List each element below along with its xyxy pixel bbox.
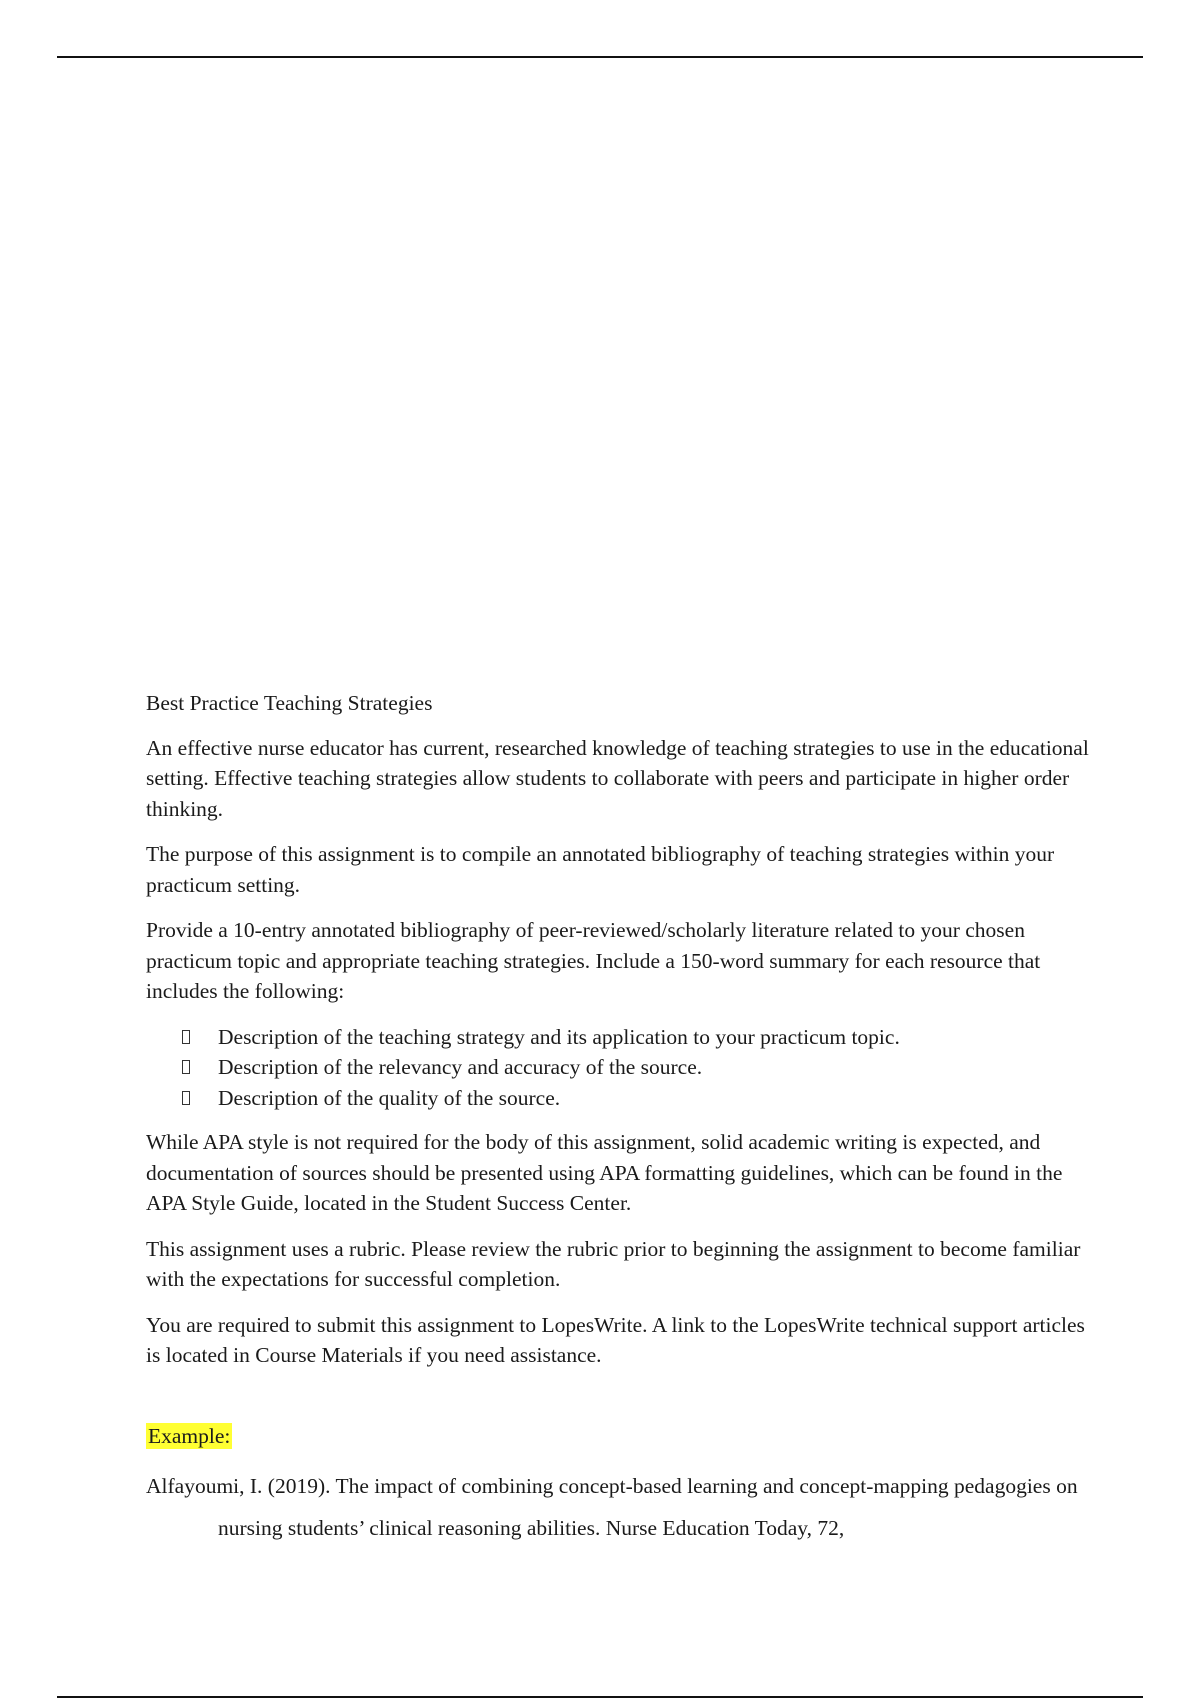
apa-paragraph: While APA style is not required for the body of this assignment, solid academic writing is expected, and documentation of sources should be presented using APA formatting guidelines, which can be found in the APA Style Guide, located in the Student Success Center. bbox=[146, 1130, 1063, 1215]
bullet-icon bbox=[182, 1091, 190, 1105]
list-item-text: Description of the quality of the source. bbox=[218, 1085, 561, 1110]
reference-entry: Alfayoumi, I. (2019). The impact of combining concept-based learning and concept-mapping pedagogies on nursing students’ clinical reasoning abilities. Nurse Education Today, 72, bbox=[146, 1474, 1078, 1540]
example-heading bbox=[146, 1421, 1096, 1452]
page-bottom-rule bbox=[57, 1696, 1143, 1698]
lopeswrite-paragraph: You are required to submit this assignment to LopesWrite. A link to the LopesWrite technical support articles is located in Course Materials if you need assistance. bbox=[146, 1312, 1085, 1367]
list-item bbox=[146, 1052, 1096, 1083]
bullet-icon bbox=[182, 1030, 190, 1044]
example-label: Example: bbox=[148, 1423, 231, 1448]
page-top-rule bbox=[57, 56, 1143, 58]
list-item bbox=[146, 1083, 1096, 1114]
rubric-paragraph: This assignment uses a rubric. Please review the rubric prior to beginning the assignment to become familiar with the expectations for successful completion. bbox=[146, 1236, 1081, 1291]
instructions-paragraph: Provide a 10-entry annotated bibliography of peer-reviewed/scholarly literature related to your chosen practicum topic and appropriate teaching strategies. Include a 150-word summary for each resource that includes the following: bbox=[146, 918, 1041, 1003]
list-item-text: Description of the relevancy and accuracy of the source. bbox=[218, 1055, 703, 1079]
list-item-text: Description of the teaching strategy and its application to your practicum topic. bbox=[218, 1024, 900, 1049]
document-title: Best Practice Teaching Strategies bbox=[146, 691, 433, 715]
requirements-list bbox=[146, 1022, 1096, 1114]
intro-paragraph: An effective nurse educator has current, researched knowledge of teaching strategies to use in the educational setting. Effective teaching strategies allow students to collaborate with peers and participate in higher order thinking. bbox=[146, 735, 1089, 821]
list-item bbox=[146, 1022, 1096, 1053]
document-body bbox=[146, 688, 1096, 1564]
bullet-icon bbox=[182, 1060, 190, 1074]
purpose-paragraph: The purpose of this assignment is to compile an annotated bibliography of teaching strategies within your practicum setting. bbox=[146, 842, 1055, 897]
